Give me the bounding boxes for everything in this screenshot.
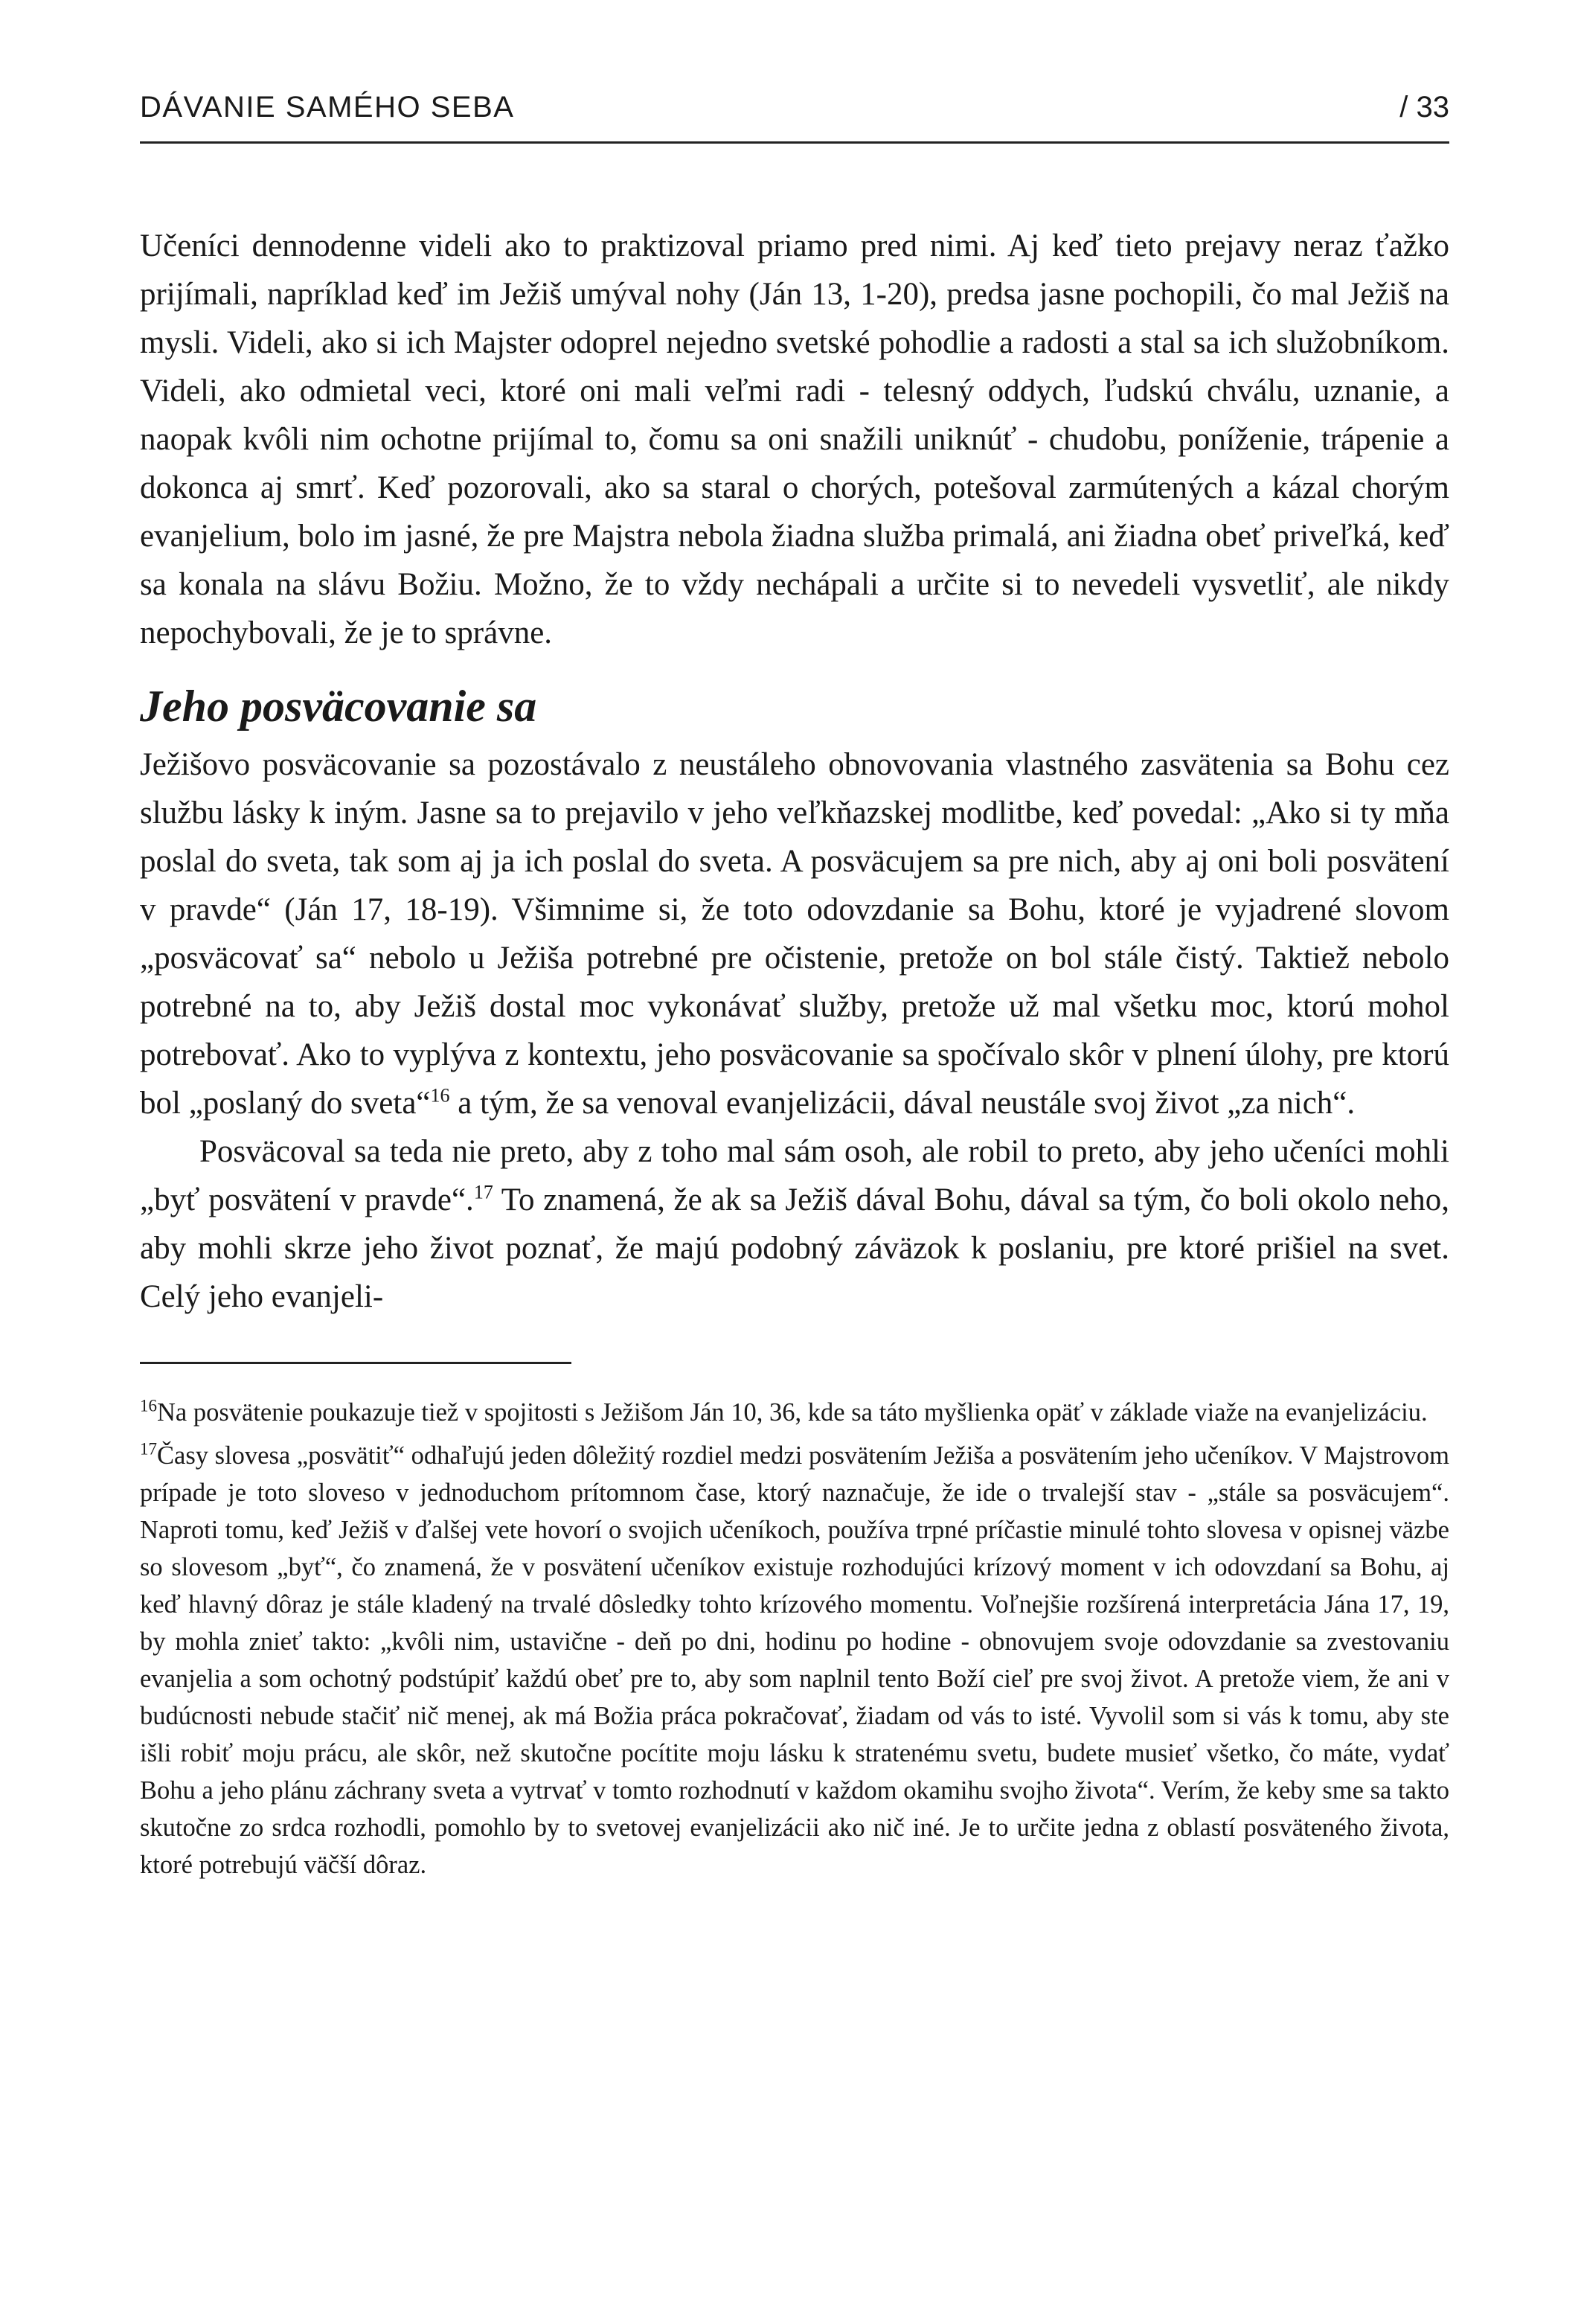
paragraph-2-text: Ježišovo posväcovanie sa pozostávalo z neustáleho obnovovania vlastného zasvätenia sa Bohu cez službu lásky k iným. Jasne sa to prejavilo v jeho veľkňazskej modlitbe, keď povedal: „Ako si ty mňa poslal do sveta, tak som aj ja ich poslal do sveta. A posväcujem sa pre nich, aby aj oni boli posvätení v pravde“ (Ján 17, 18-19). Všimnime si, že toto odovzdanie sa Bohu, ktoré je vyjadrené slovom „posväcovať sa“ nebolo u Ježiša potrebné pre očistenie, pretože on bol stále čistý. Taktiež nebolo potrebné na to, aby Ježiš dostal moc vykonávať služby, pretože už mal všetku moc, ktorú mohol potrebovať. Ako to vyplýva z kontextu, jeho posväcovanie sa spočívalo skôr v plnení úlohy, pre ktorú bol „poslaný do sveta“ — [140, 747, 1449, 1121]
footnote-text: Na posvätenie poukazuje tiež v spojitosti s Ježišom Ján 10, 36, kde sa táto myšlienka opäť v základe viaže na evanjelizáciu. — [157, 1398, 1428, 1427]
paragraph-2 — [140, 740, 1449, 1127]
footnotes — [140, 1394, 1449, 1883]
paragraph-1: Učeníci dennodenne videli ako to praktizoval priamo pred nimi. Aj keď tieto prejavy neraz ťažko prijímali, napríklad keď im Ježiš umýval nohy (Ján 13, 1-20), predsa jasne pochopili, čo mal Ježiš na mysli. Videli, ako si ich Majster odoprel nejedno svetské pohodlie a radosti a stal sa ich služobníkom. Videli, ako odmietal veci, ktoré oni mali veľmi radi - telesný oddych, ľudskú chválu, uznanie, a naopak kvôli nim ochotne prijímal to, čomu sa oni snažili uniknúť - chudobu, poníženie, trápenie a dokonca aj smrť. Keď pozorovali, ako sa staral o chorých, potešoval zarmútených a kázal chorým evanjelium, bolo im jasné, že pre Majstra nebola žiadna služba primalá, ani žiadna obeť priveľká, keď sa konala na slávu Božiu. Možno, že to vždy nechápali a určite si to nevedeli vysvetliť, ale nikdy nepochybovali, že je to správne. — [140, 228, 1449, 650]
footnote-number: 17 — [140, 1439, 157, 1459]
book-page — [140, 88, 1449, 1889]
paragraph-3-text-continued: To znamená, že ak sa Ježiš dával Bohu, dával sa tým, čo boli okolo neho, aby mohli skrze jeho život poznať, že majú podobný záväzok k poslaniu, pre ktoré prišiel na svet. Celý jeho evanjeli- — [140, 1182, 1449, 1314]
main-text — [140, 222, 1449, 1321]
paragraph-2-text-continued: a tým, že sa venoval evanjelizácii, dával neustále svoj život „za nich“. — [449, 1086, 1356, 1121]
running-title: DÁVANIE SAMÉHO SEBA — [140, 91, 515, 124]
footnote-text: Časy slovesa „posvätiť“ odhaľujú jeden dôležitý rozdiel medzi posvätením Ježiša a posvätením jeho učeníkov. V Majstrovom prípade je toto sloveso v jednoduchom prítomnom čase, ktorý naznačuje, že ide o trvalejší stav - „stále sa posväcujem“. Naproti tomu, keď Ježiš v ďalšej vete hovorí o svojich učeníkoch, používa trpné príčastie minulé tohto slovesa v opisnej väzbe so slovesom „byť“, čo znamená, že v posvätení učeníkov existuje rozhodujúci krízový moment v ich odovzdaní sa Bohu, aj keď hlavný dôraz je stále kladený na trvalé dôsledky tohto krízového momentu. Voľnejšie rozšírená interpretácia Jána 17, 19, by mohla znieť takto: „kvôli nim, ustavične - deň po dni, hodinu po hodine - obnovujem svoje odovzdanie sa zvestovaniu evanjelia a som ochotný podstúpiť každú obeť pre to, aby som naplnil tento Boží cieľ pre svoj život. A pretože viem, že ani v budúcnosti nebude stačiť nič menej, ak má Božia práca pokračovať, žiadam od vás to isté. Vyvolil som si vás k tomu, aby ste išli robiť moju prácu, ale skôr, než skutočne pocítite moju lásku k stratenému svetu, budete musieť všetko, čo máte, vydať Bohu a jeho plánu záchrany sveta a vytrvať v tomto rozhodnutí v každom okamihu svojho života“. Verím, že keby sme sa takto skutočne zo srdca rozhodli, pomohlo by to svetovej evanjelizácii ako nič iné. Je to určite jedna z oblastí posväteného života, ktoré potrebujú väčší dôraz. — [140, 1441, 1449, 1879]
footnote-16 — [140, 1394, 1449, 1431]
footnote-17 — [140, 1437, 1449, 1883]
paragraph-3 — [140, 1127, 1449, 1321]
section-heading: Jeho posväcovanie sa — [140, 682, 537, 731]
footnote-number: 16 — [140, 1396, 157, 1415]
running-header — [140, 88, 1449, 144]
paragraph-3-text: Posväcoval sa teda nie preto, aby z toho mal sám osoh, ale robil to preto, aby jeho učeníci mohli „byť posvätení v pravde“. — [140, 1134, 1449, 1217]
footnote-divider — [140, 1362, 571, 1364]
footnote-ref-16[interactable]: 16 — [430, 1084, 450, 1107]
page-number: / 33 — [1399, 91, 1449, 124]
footnote-ref-17[interactable]: 17 — [473, 1181, 493, 1203]
